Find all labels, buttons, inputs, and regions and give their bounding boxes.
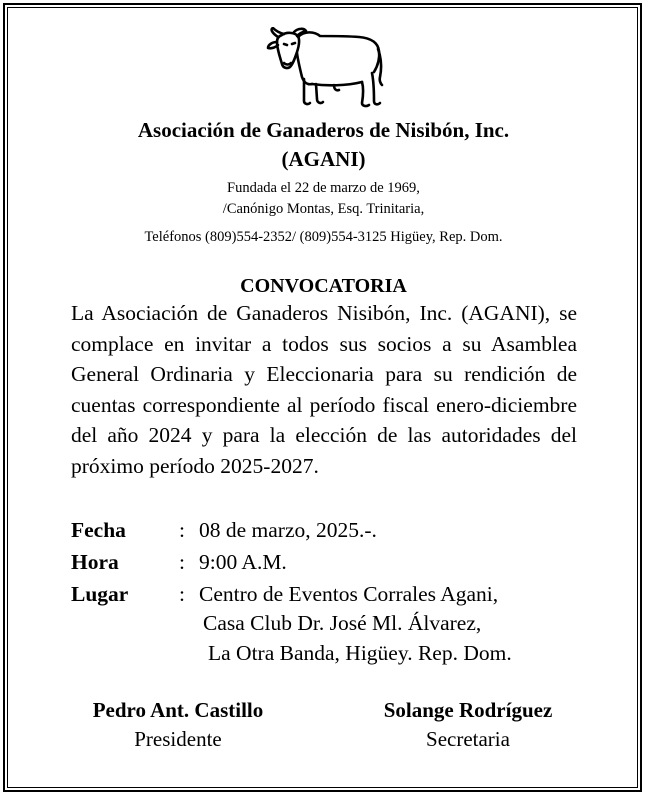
signatory-name: Solange Rodríguez bbox=[383, 698, 553, 722]
address: /Canónigo Montas, Esq. Trinitaria, bbox=[222, 201, 425, 217]
date-separator: : bbox=[179, 518, 185, 542]
notice-title: CONVOCATORIA bbox=[240, 275, 407, 297]
place-line-1: Centro de Eventos Corrales Agani, bbox=[199, 582, 499, 606]
date-value: 08 de marzo, 2025.-. bbox=[199, 518, 377, 542]
place-label: Lugar bbox=[71, 582, 129, 606]
signatory-name: Pedro Ant. Castillo bbox=[92, 698, 264, 722]
notice-body: La Asociación de Ganaderos Nisibón, Inc. (AGANI), se complace en invitar a todos sus socios a su Asamblea General Ordinaria y Eleccionaria para su rendición de cuentas correspondiente al período fiscal enero-diciembre del año 2024 y para la elección de las autoridades del próximo período 2025-2027. bbox=[71, 301, 577, 478]
zebu-cattle-icon bbox=[264, 27, 384, 109]
place-line-3: La Otra Banda, Higüey. Rep. Dom. bbox=[208, 641, 512, 665]
signatory-role: Presidente bbox=[134, 727, 222, 751]
org-acronym: (AGANI) bbox=[281, 147, 366, 171]
signature-secretary bbox=[348, 696, 588, 754]
place-line-2: Casa Club Dr. José Ml. Álvarez, bbox=[203, 611, 482, 635]
date-label: Fecha bbox=[71, 518, 126, 542]
time-separator: : bbox=[179, 550, 185, 574]
org-name: Asociación de Ganaderos de Nisibón, Inc. bbox=[137, 118, 510, 142]
place-separator: : bbox=[179, 582, 185, 606]
signature-president bbox=[58, 696, 298, 754]
time-value: 9:00 A.M. bbox=[199, 550, 287, 574]
signatory-role: Secretaria bbox=[426, 727, 510, 751]
phone-numbers: Teléfonos (809)554-2352/ (809)554-3125 Higüey, Rep. Dom. bbox=[144, 229, 503, 245]
time-label: Hora bbox=[71, 550, 119, 574]
founded-date: Fundada el 22 de marzo de 1969, bbox=[227, 180, 420, 196]
